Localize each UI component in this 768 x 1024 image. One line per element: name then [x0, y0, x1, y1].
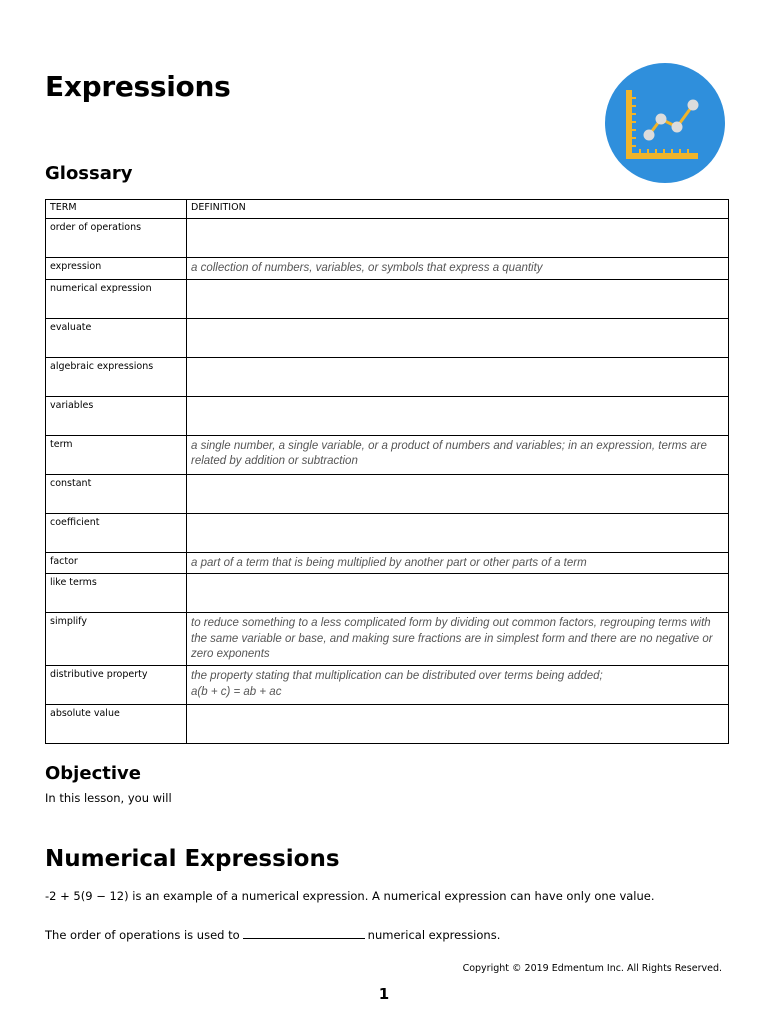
table-row — [46, 552, 729, 574]
numerical-expression-paragraph: -2 + 5(9 − 12) is an example of a numerical expression. A numerical expression can have only one value. — [45, 889, 655, 903]
definition-cell: to reduce something to a less complicated form by dividing out common factors, regrouping terms with the same variable or base, and making sure fractions are in simplest form and there are no negative or zero exponents — [187, 613, 729, 666]
definition-cell[interactable] — [187, 705, 729, 744]
line-chart-icon — [605, 63, 725, 183]
term-cell: distributive property — [46, 666, 187, 705]
table-row — [46, 396, 729, 435]
table-row — [46, 357, 729, 396]
glossary-heading: Glossary — [45, 163, 133, 184]
term-cell: expression — [46, 258, 187, 280]
numerical-expressions-heading: Numerical Expressions — [45, 846, 340, 872]
term-cell: numerical expression — [46, 279, 187, 318]
table-row — [46, 474, 729, 513]
table-row — [46, 219, 729, 258]
column-header-term: TERM — [46, 200, 187, 219]
term-cell: order of operations — [46, 219, 187, 258]
glossary-table — [45, 199, 729, 744]
paragraph-text-before: The order of operations is used to — [45, 928, 240, 942]
order-of-operations-paragraph — [45, 926, 500, 942]
term-cell: simplify — [46, 613, 187, 666]
term-cell: absolute value — [46, 705, 187, 744]
term-cell: evaluate — [46, 318, 187, 357]
definition-cell[interactable] — [187, 318, 729, 357]
term-cell: constant — [46, 474, 187, 513]
term-cell: like terms — [46, 574, 187, 613]
fill-in-blank[interactable] — [243, 926, 365, 939]
term-cell: factor — [46, 552, 187, 574]
table-row — [46, 279, 729, 318]
page-number: 1 — [378, 985, 390, 1003]
term-cell: algebraic expressions — [46, 357, 187, 396]
table-row — [46, 666, 729, 705]
table-row — [46, 318, 729, 357]
table-row — [46, 435, 729, 474]
definition-cell: the property stating that multiplication can be distributed over terms being added; a(b + c) = ab + ac — [187, 666, 729, 705]
copyright: Copyright © 2019 Edmentum Inc. All Rights Reserved. — [462, 963, 722, 974]
table-header-row — [46, 200, 729, 219]
table-row — [46, 574, 729, 613]
definition-cell[interactable] — [187, 219, 729, 258]
definition-cell[interactable] — [187, 513, 729, 552]
table-row — [46, 705, 729, 744]
term-cell: coefficient — [46, 513, 187, 552]
objective-heading: Objective — [45, 763, 141, 784]
term-cell: term — [46, 435, 187, 474]
definition-cell: a single number, a single variable, or a product of numbers and variables; in an expression, terms are related by addition or subtraction — [187, 435, 729, 474]
definition-cell: a part of a term that is being multiplied by another part or other parts of a term — [187, 552, 729, 574]
definition-cell[interactable] — [187, 574, 729, 613]
definition-cell[interactable] — [187, 357, 729, 396]
table-row — [46, 258, 729, 280]
table-row — [46, 513, 729, 552]
paragraph-text-after: numerical expressions. — [367, 928, 501, 942]
definition-cell[interactable] — [187, 396, 729, 435]
objective-text: In this lesson, you will — [45, 791, 172, 805]
definition-cell: a collection of numbers, variables, or symbols that express a quantity — [187, 258, 729, 280]
definition-cell[interactable] — [187, 474, 729, 513]
column-header-definition: DEFINITION — [187, 200, 729, 219]
page-title: Expressions — [45, 70, 231, 103]
term-cell: variables — [46, 396, 187, 435]
table-row — [46, 613, 729, 666]
definition-cell[interactable] — [187, 279, 729, 318]
